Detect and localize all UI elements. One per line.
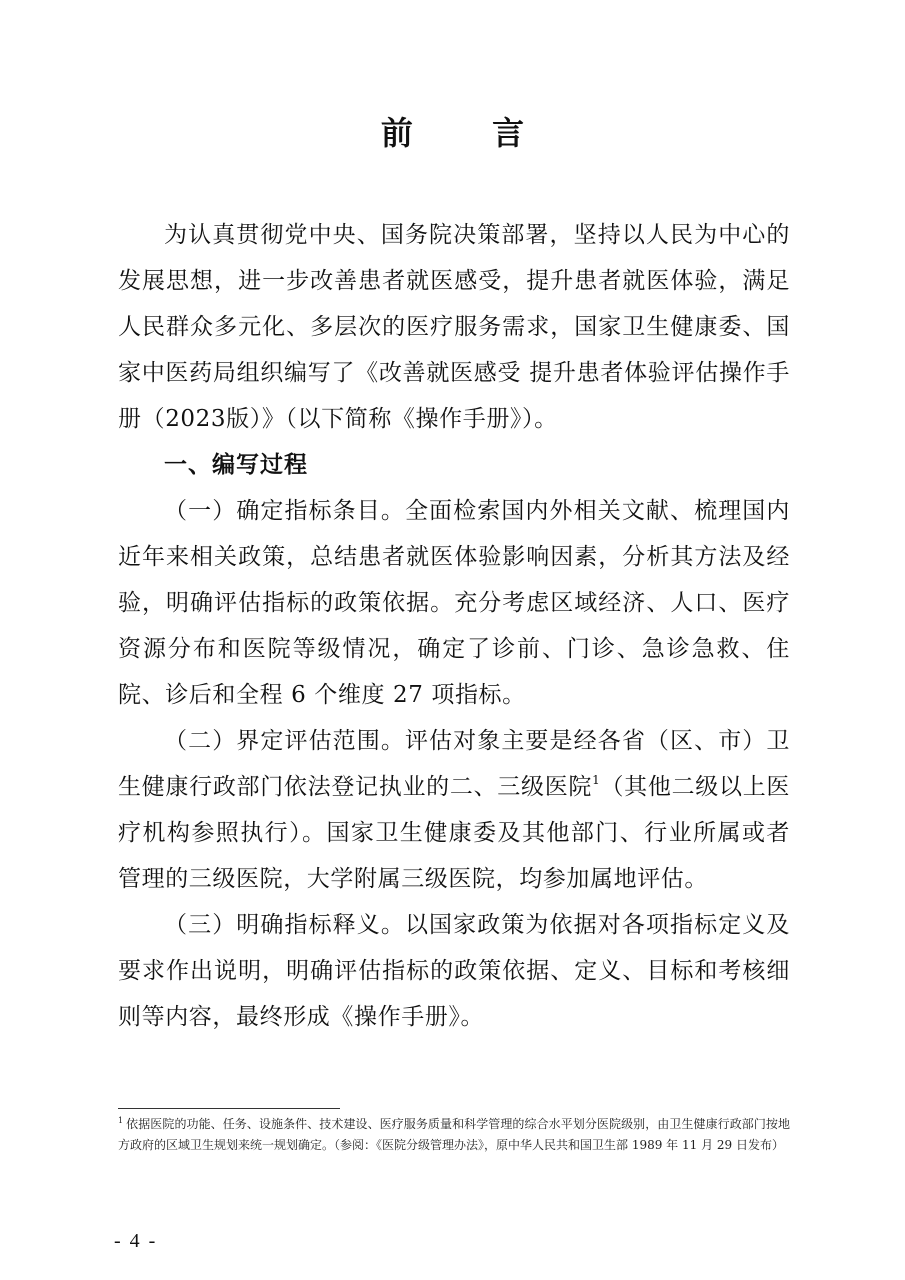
page-number: - 4 -	[114, 1230, 158, 1252]
paragraph-define-scope	[118, 718, 790, 902]
page-title: 前 言	[380, 114, 559, 152]
paragraph-define-scope-part2: （其他二级以上医疗机构参照执行）。国家卫生健康委及其他部门、行业所属或者管理的三级医院，大学附属三级医院，均参加属地评估。	[118, 774, 790, 892]
footnote-divider	[118, 1108, 340, 1109]
paragraph-clarify-definitions: （三）明确指标释义。以国家政策为依据对各项指标定义及要求作出说明，明确评估指标的政策依据、定义、目标和考核细则等内容，最终形成《操作手册》。	[118, 912, 790, 1030]
footnote-text: 依据医院的功能、任务、设施条件、技术建设、医疗服务质量和科学管理的综合水平划分医院级别，由卫生健康行政部门按地方政府的区域卫生规划来统一规划确定。（参阅：《医院分级管理办法》，原中华人民共和国卫生部 1989 年 11 月 29 日发布）	[118, 1117, 790, 1152]
footnote-marker: 1	[118, 1116, 124, 1125]
intro-paragraph: 为认真贯彻党中央、国务院决策部署，坚持以人民为中心的发展思想，进一步改善患者就医感受，提升患者就医体验，满足人民群众多元化、多层次的医疗服务需求，国家卫生健康委、国家中医药局组织编写了《改善就医感受 提升患者体验评估操作手册（2023版）》（以下简称《操作手册》）。	[118, 222, 790, 432]
section-heading: 一、编写过程	[164, 452, 308, 478]
paragraph-determine-indicators: （一）确定指标条目。全面检索国内外相关文献、梳理国内近年来相关政策，总结患者就医体验影响因素，分析其方法及经验，明确评估指标的政策依据。充分考虑区域经济、人口、医疗资源分布和医院等级情况，确定了诊前、门诊、急诊急救、住院、诊后和全程 6 个维度 27 项指标。	[118, 498, 790, 708]
body-text	[118, 212, 790, 1040]
footnote-reference[interactable]: 1	[592, 773, 601, 787]
footnote	[118, 1114, 790, 1156]
paragraph-define-scope-part1: （二）界定评估范围。评估对象主要是经各省（区、市）卫生健康行政部门依法登记执业的二、三级医院	[118, 728, 790, 800]
